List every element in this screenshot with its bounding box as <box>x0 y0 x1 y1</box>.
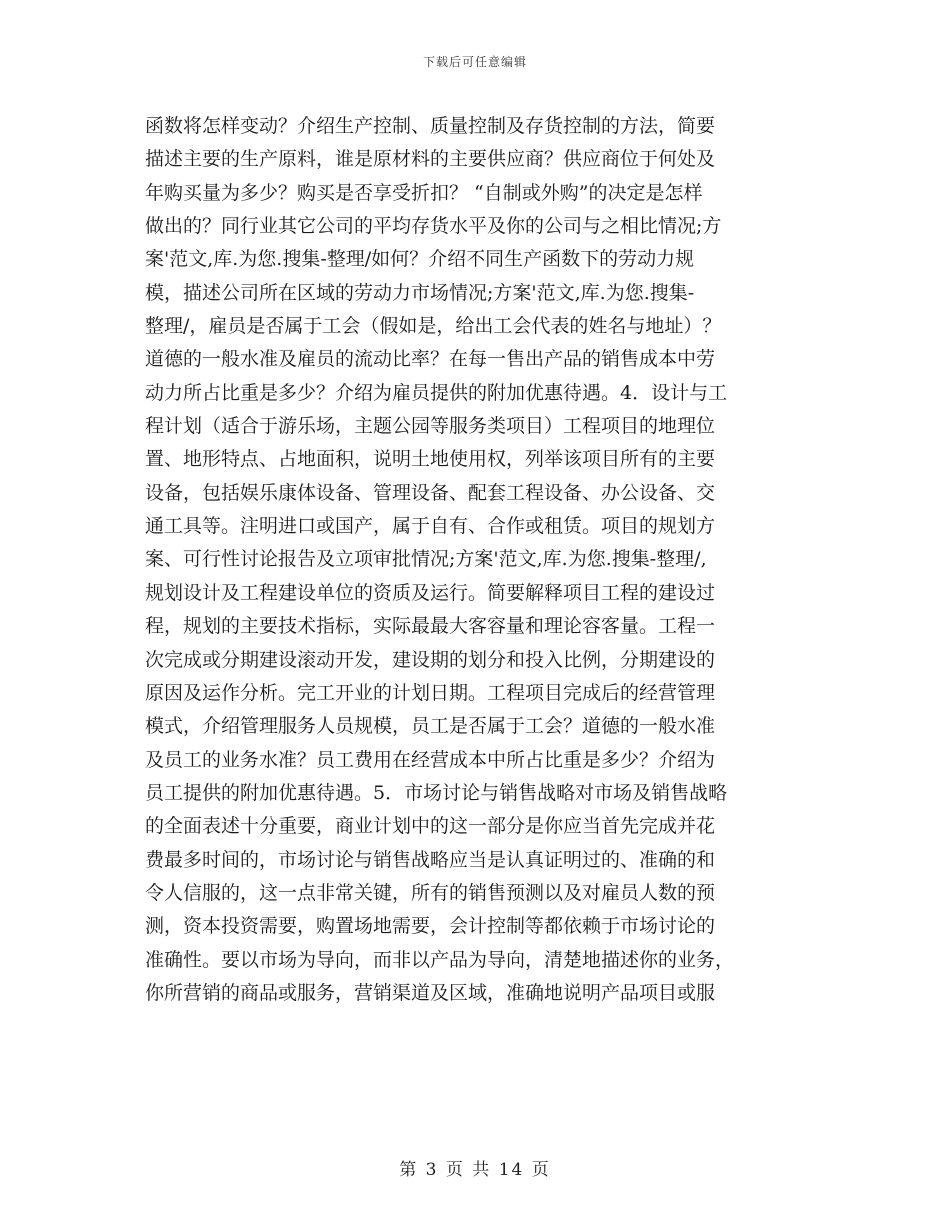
body-line: 准确性。要以市场为导向，而非以产品为导向，清楚地描述你的业务， <box>145 948 735 971</box>
body-line: 动力所占比重是多少？介绍为雇员提供的附加优惠待遇。4．设计与工 <box>145 381 728 404</box>
body-line: 及员工的业务水准？员工费用在经营成本中所占比重是多少？介绍为 <box>145 748 716 771</box>
body-line: 整理/，雇员是否属于工会（假如是，给出工会代表的姓名与地址）？ <box>145 315 722 338</box>
body-line: 年购买量为多少？购买是否享受折扣？ “自制或外购”的决定是怎样 <box>145 181 703 204</box>
body-line: 员工提供的附加优惠待遇。5．市场讨论与销售战略对市场及销售战略 <box>145 781 728 804</box>
body-line: 案、可行性讨论报告及立项审批情况;方案'范文,库.为您.搜集-整理/, <box>145 548 707 571</box>
body-line: 令人信服的，这一点非常关键，所有的销售预测以及对雇员人数的预 <box>145 881 716 904</box>
body-line: 置、地形特点、占地面积，说明土地使用权，列举该项目所有的主要 <box>145 448 716 471</box>
body-line: 程，规划的主要技术指标，实际最最大客容量和理论容客量。工程一 <box>145 615 716 638</box>
body-line: 测，资本投资需要，购置场地需要，会计控制等都依赖于市场讨论的 <box>145 915 716 938</box>
body-line: 的全面表述十分重要，商业计划中的这一部分是你应当首先完成并花 <box>145 815 716 838</box>
body-line: 通工具等。注明进口或国产，属于自有、合作或租赁。项目的规划方 <box>145 515 716 538</box>
page-number: 第 3 页 共 14 页 <box>399 1160 551 1180</box>
body-line: 道德的一般水准及雇员的流动比率？在每一售出产品的销售成本中劳 <box>145 348 716 371</box>
body-line: 函数将怎样变动？介绍生产控制、质量控制及存货控制的方法，简要 <box>145 115 716 137</box>
document-body <box>145 110 810 1010</box>
body-line: 程计划（适合于游乐场，主题公园等服务类项目）工程项目的地理位 <box>145 415 716 438</box>
body-line: 设备，包括娱乐康体设备、管理设备、配套工程设备、办公设备、交 <box>145 481 716 504</box>
body-line: 模式，介绍管理服务人员规模，员工是否属于工会？道德的一般水准 <box>145 715 716 738</box>
body-line: 做出的？同行业其它公司的平均存货水平及你的公司与之相比情况;方 <box>145 215 722 238</box>
body-line: 规划设计及工程建设单位的资质及运行。简要解释项目工程的建设过 <box>145 581 716 604</box>
body-line: 次完成或分期建设滚动开发，建设期的划分和投入比例，分期建设的 <box>145 648 716 671</box>
page-header-note: 下载后可任意编辑 <box>422 55 527 69</box>
body-line: 原因及运作分析。完工开业的计划日期。工程项目完成后的经营管理 <box>145 681 716 704</box>
body-line: 案'范文,库.为您.搜集-整理/如何？介绍不同生产函数下的劳动力规 <box>145 248 695 271</box>
body-line: 模，描述公司所在区域的劳动力市场情况;方案'范文,库.为您.搜集- <box>145 281 695 304</box>
body-line: 你所营销的商品或服务，营销渠道及区域，准确地说明产品项目或服 <box>145 981 716 1004</box>
body-line: 描述主要的生产原料，谁是原材料的主要供应商？供应商位于何处及 <box>145 148 716 171</box>
body-line: 费最多时间的，市场讨论与销售战略应当是认真证明过的、准确的和 <box>145 848 716 871</box>
